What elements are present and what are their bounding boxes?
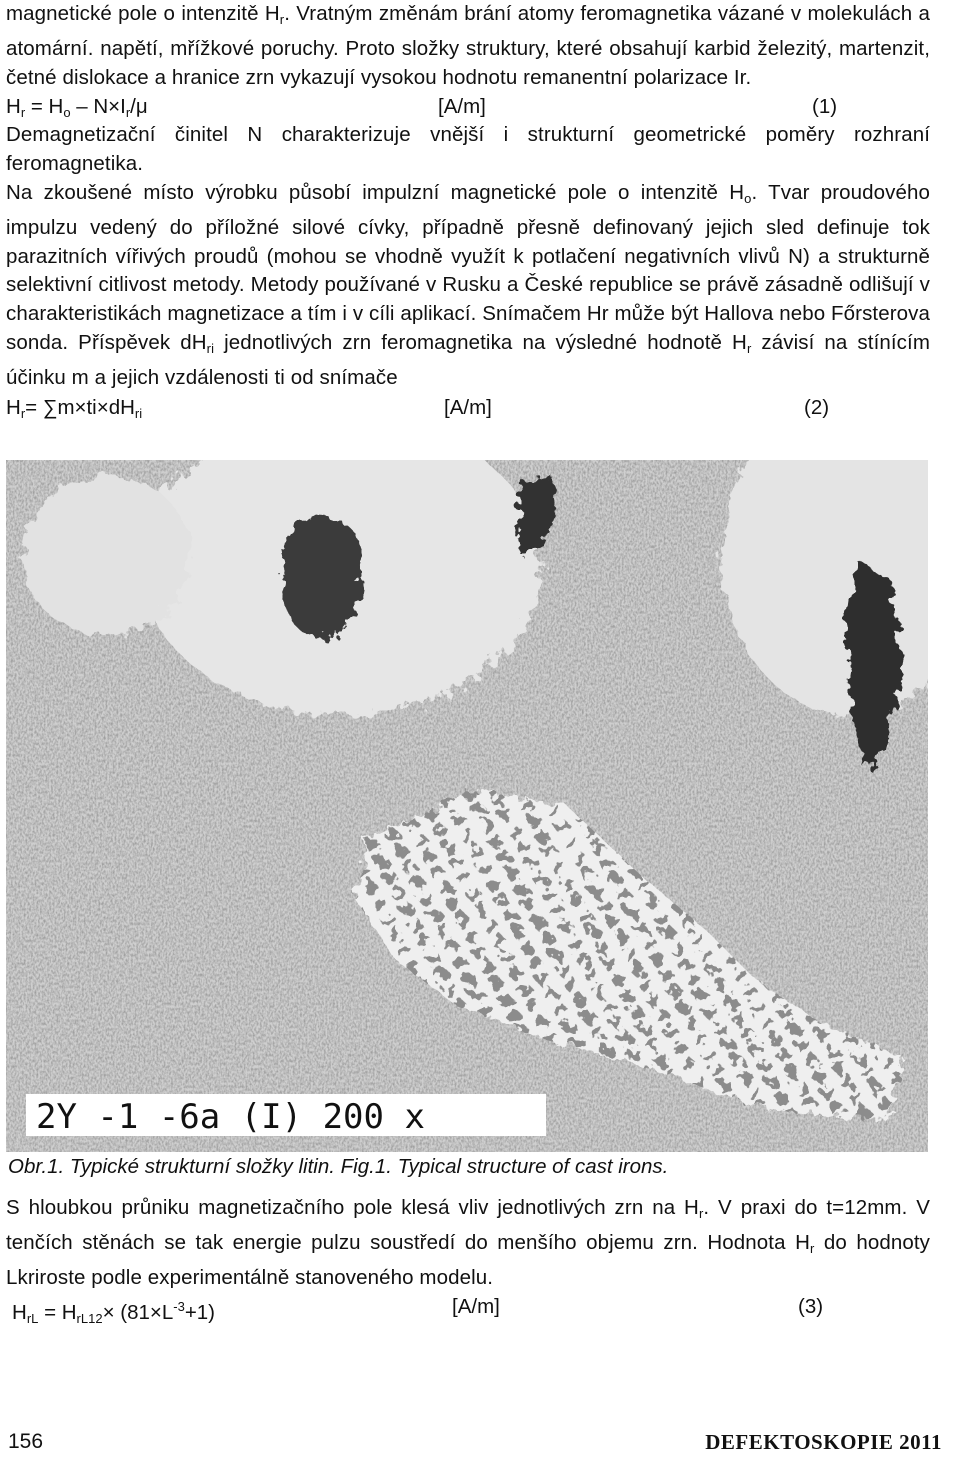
equation-1: [6, 92, 930, 121]
equation-1-formula: [6, 92, 148, 127]
figure-caption: Obr.1. Typické strukturní složky litin. Fig.1. Typical structure of cast irons.: [8, 1155, 669, 1178]
paragraph-4: [6, 1194, 930, 1292]
text: S hloubkou průniku magnetizačního pole klesá vliv jednotlivých zrn na H: [6, 1196, 699, 1219]
page-body-continued: [6, 1194, 930, 1327]
subscript: r: [125, 105, 131, 121]
equation-2-unit: [A/m]: [444, 395, 492, 419]
text: do hodnoty Lkriroste podle experimentálně stanoveného modelu.: [6, 1230, 930, 1289]
text: jednotlivých zrn feromagnetika na výsledné hodnotě H: [214, 330, 747, 354]
subscript: o: [744, 190, 752, 206]
paragraph-1: [6, 0, 930, 92]
symbol: H: [6, 95, 21, 119]
equation-3-unit: [A/m]: [452, 1295, 500, 1319]
symbol: H: [12, 1301, 27, 1325]
subscript: o: [63, 105, 71, 121]
paragraph-3: [6, 179, 930, 393]
subscript: r: [20, 105, 26, 121]
text: závisí na stínícím účinku m a jejich vzdálenosti ti od snímače: [6, 330, 930, 389]
subscript: rL12: [76, 1311, 103, 1327]
equation-1-unit: [A/m]: [438, 95, 486, 119]
text: . Tvar proudového impulzu vedený do příložné silové cívky, případně přesně definovaný jejich sled definuje tok parazitních vířivých proudů (mohou se vhodně využít k potlačení negativních vlivů N) a strukturně selektivní citlivost metody. Metody používané v Rusku a České republice se právě zásadně odlišují v charakteristikách magnetizace a tím i v cíli aplikací. Snímačem Hr může být Hallova nebo Főrsterova sonda. Příspěvek dH: [6, 180, 931, 354]
equation-2-number: (2): [804, 395, 830, 419]
page-body: [6, 0, 930, 422]
text: = ∑m×ti×dH: [25, 395, 135, 419]
text: +1): [184, 1301, 216, 1325]
text: . V praxi do t=12mm. V tenčích stěnách se tak energie pulzu soustředí do menšího objemu zrn. Hodnota H: [6, 1196, 930, 1254]
subscript: rL: [26, 1311, 39, 1327]
text: = H: [38, 1301, 77, 1325]
page-number: 156: [8, 1430, 44, 1453]
micrograph-image: [6, 460, 928, 1152]
text: = H: [25, 95, 64, 119]
equation-3: [6, 1292, 930, 1327]
equation-3-number: (3): [798, 1295, 824, 1319]
micrograph-figure: [6, 460, 928, 1152]
text: Na zkoušené místo výrobku působí impulzní magnetické pole o intenzitě H: [6, 180, 745, 204]
text: – N×I: [70, 95, 126, 119]
journal-name: DEFEKTOSKOPIE 2011: [705, 1430, 942, 1454]
superscript: -3: [173, 1299, 185, 1315]
subscript: r: [20, 405, 26, 421]
equation-2: [6, 393, 930, 422]
subscript: r: [279, 12, 285, 27]
ferrite-halo: [21, 475, 191, 635]
text: × (81×L: [102, 1301, 174, 1325]
subscript: ri: [206, 340, 215, 356]
equation-2-formula: [6, 393, 142, 428]
magnification-label: 2Y -1 -6a (I) 200 x: [36, 1097, 425, 1137]
equation-1-number: (1): [812, 95, 838, 119]
subscript: ri: [134, 405, 143, 421]
text: magnetické pole o intenzitě H: [6, 2, 280, 25]
subscript: r: [698, 1206, 704, 1221]
symbol: H: [6, 395, 21, 419]
text: . Vratným změnám brání atomy feromagnetika vázané v molekulách a atomární. napětí, mřížkové poruchy. Proto složky struktury, které obsahují karbid železitý, martenzit, četné dislokace a hranice zrn vykazují vysokou hodnotu remanentní polarizace Ir.: [6, 2, 930, 89]
subscript: r: [809, 1240, 815, 1256]
subscript: r: [746, 340, 752, 356]
paragraph-2: Demagnetizační činitel N charakterizuje vnější i strukturní geometrické poměry rozhraní feromagnetika.: [6, 123, 930, 176]
text: /μ: [130, 95, 148, 119]
equation-3-formula: [12, 1292, 215, 1333]
